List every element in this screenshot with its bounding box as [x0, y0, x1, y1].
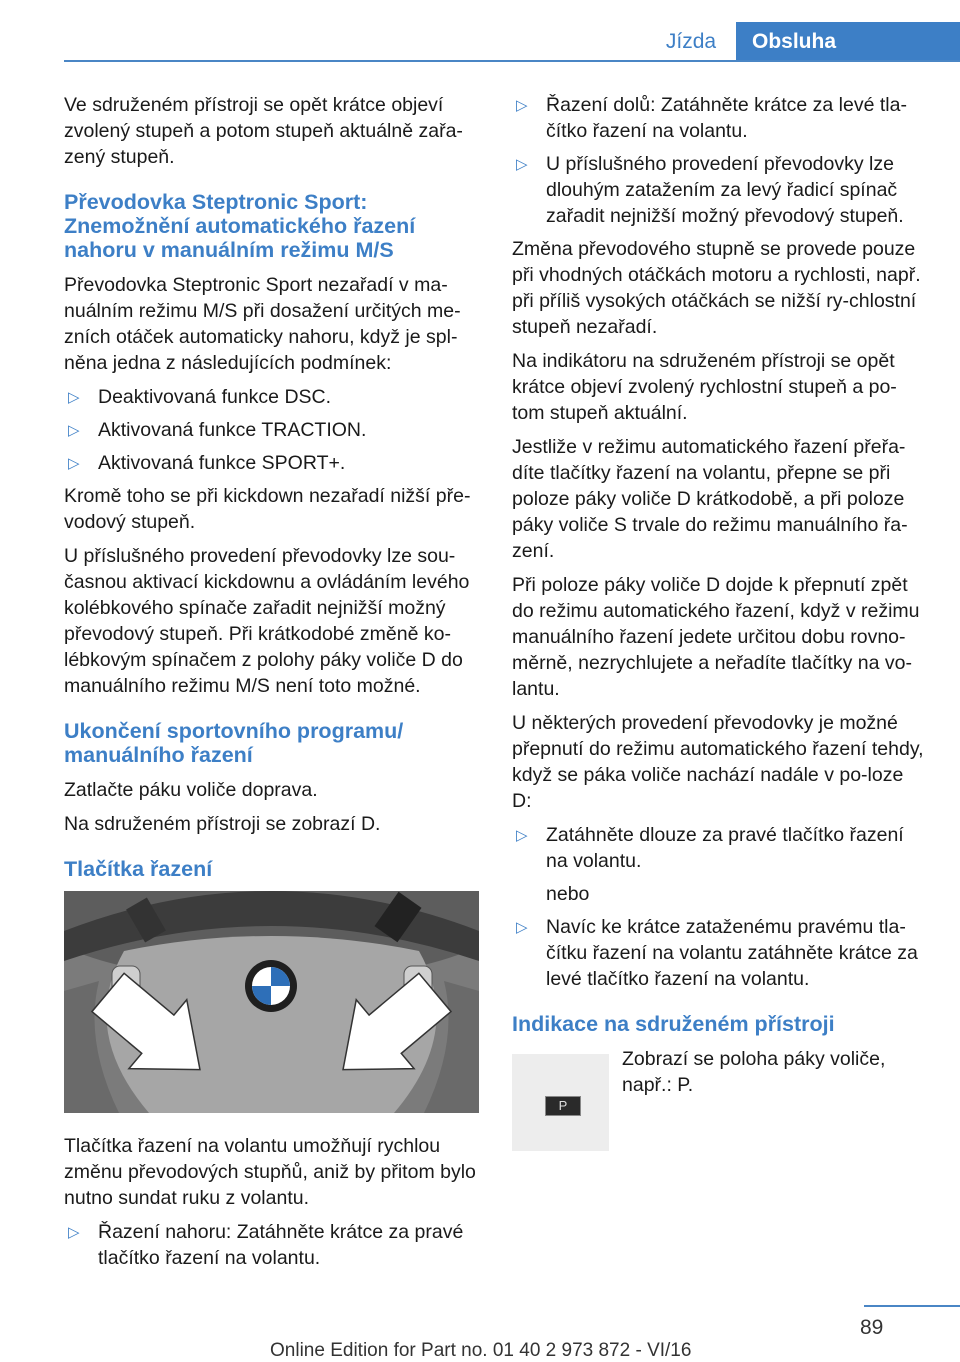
tab-obsluha[interactable]: Obsluha: [736, 22, 960, 60]
bullet-list: [512, 914, 927, 992]
paragraph: Na indikátoru na sdruženém přístroji se opět krátce objeví zvolený rychlostní stupeň a po‐tom stupeň aktuální.: [512, 350, 897, 424]
steering-wheel-figure: [64, 891, 479, 1113]
bullet-list: [512, 822, 927, 874]
paragraph: Změna převodového stupně se provede pouze při vhodných otáčkách motoru a rychlosti, např. při příliš vysokých otáčkách se nižší ry‐chlostní stupeň nezařadí.: [512, 238, 921, 338]
indicator-description: Zobrazí se poloha páky voliče, např.: P.: [622, 1048, 886, 1096]
section-heading: Tlačítka řazení: [64, 857, 213, 881]
footer-rule: [864, 1305, 960, 1307]
list-item-text: Deaktivovaná funkce DSC.: [98, 386, 332, 408]
paragraph: U některých provedení převodovky je možné přepnutí do režimu automatického řazení tehdy, když se páka voliče nachází nadále v po‐loze D:: [512, 712, 924, 812]
edition-footer: Online Edition for Part no. 01 40 2 973 872 - VI/16: [270, 1340, 692, 1361]
page-number: 89: [860, 1316, 884, 1339]
list-item: [512, 822, 927, 874]
list-item-text: Navíc ke krátce zataženému pravému tla‐čítku řazení na volantu zatáhněte krátce za levé tlačítko řazení na volantu.: [546, 916, 918, 990]
list-item-text: Aktivovaná funkce SPORT+.: [98, 452, 346, 474]
right-column: [512, 92, 927, 1146]
list-item: [64, 450, 479, 476]
bullet-triangle-icon: ▷: [516, 827, 528, 844]
list-item-text: Řazení dolů: Zatáhněte krátce za levé tla‐čítko řazení na volantu.: [546, 94, 907, 142]
list-item: [64, 417, 479, 443]
section-heading: Převodovka Steptronic Sport: Znemožnění automatického řazení nahoru v manuálním režimu M/S: [64, 190, 416, 262]
list-item: [512, 92, 927, 144]
section-heading: Ukončení sportovního programu/ manuálního řazení: [64, 719, 404, 767]
tab-jizda[interactable]: Jízda: [665, 30, 717, 53]
bullet-triangle-icon: ▷: [516, 919, 528, 936]
list-item: [64, 1219, 479, 1271]
bullet-list: [64, 384, 479, 476]
paragraph: Při poloze páky voliče D dojde k přepnutí zpět do režimu automatického řazení, když v režimu manuálního řazení jedete určitou dobu rovno‐měrně, nezrychlujete a neřadíte tlačítky na vo‐lantu.: [512, 574, 920, 700]
header-rule: [64, 60, 960, 62]
list-item: [64, 384, 479, 410]
bullet-triangle-icon: ▷: [516, 156, 528, 173]
list-item: [512, 151, 927, 229]
paragraph: Tlačítka řazení na volantu umožňují rychlou změnu převodových stupňů, aniž by přitom bylo nutno sundat ruku z volantu.: [64, 1135, 476, 1209]
bullet-triangle-icon: ▷: [68, 455, 80, 472]
indicator-block: [512, 1046, 927, 1146]
list-item-text: U příslušného provedení převodovky lze dlouhým zatažením za levý řadicí spínač zařadit nejnižší možný převodový stupeň.: [546, 153, 904, 227]
paragraph: Převodovka Steptronic Sport nezařadí v ma‐nuálním režimu M/S při dosažení určitých me‐zních otáček automaticky nahoru, když je spl‐něna jedna z následujících podmínek:: [64, 274, 461, 374]
bullet-list: [512, 92, 927, 229]
gear-indicator-image: [512, 1054, 609, 1151]
list-item-text: Zatáhněte dlouze za pravé tlačítko řazení na volantu.: [546, 824, 904, 872]
section-heading: Indikace na sdruženém přístroji: [512, 1012, 835, 1036]
left-column: [64, 92, 479, 1278]
gear-indicator-display: P: [545, 1096, 581, 1116]
paragraph: U příslušného provedení převodovky lze sou‐časnou aktivací kickdownu a ovládáním levého kolébkového spínače zařadit nejnižší možný převodový stupeň. Při krátkodobé změně ko‐lébkovým spínačem z polohy páky voliče D do manuálního režimu M/S není toto možné.: [64, 545, 470, 697]
paragraph: Zatlačte páku voliče doprava.: [64, 779, 318, 801]
paragraph: Ve sdruženém přístroji se opět krátce objeví zvolený stupeň a potom stupeň aktuálně zařa‐zený stupeň.: [64, 94, 463, 168]
page-header: [0, 0, 960, 62]
list-connector: nebo: [546, 883, 590, 905]
list-item-text: Řazení nahoru: Zatáhněte krátce za pravé tlačítko řazení na volantu.: [98, 1221, 464, 1269]
bullet-triangle-icon: ▷: [68, 389, 80, 406]
paragraph: Jestliže v režimu automatického řazení přeřa‐díte tlačítky řazení na volantu, přepne se při poloze páky voliče D krátkodobě, a při poloze páky voliče S trvale do režimu manuálního řa‐zení.: [512, 436, 908, 562]
bullet-triangle-icon: ▷: [516, 97, 528, 114]
list-item: [512, 914, 927, 992]
paragraph: Kromě toho se při kickdown nezařadí nižší pře‐vodový stupeň.: [64, 485, 471, 533]
bullet-triangle-icon: ▷: [68, 1224, 80, 1241]
bullet-triangle-icon: ▷: [68, 422, 80, 439]
list-item-text: Aktivovaná funkce TRACTION.: [98, 419, 367, 441]
paragraph: Na sdruženém přístroji se zobrazí D.: [64, 813, 381, 835]
bullet-list: [64, 1219, 479, 1271]
